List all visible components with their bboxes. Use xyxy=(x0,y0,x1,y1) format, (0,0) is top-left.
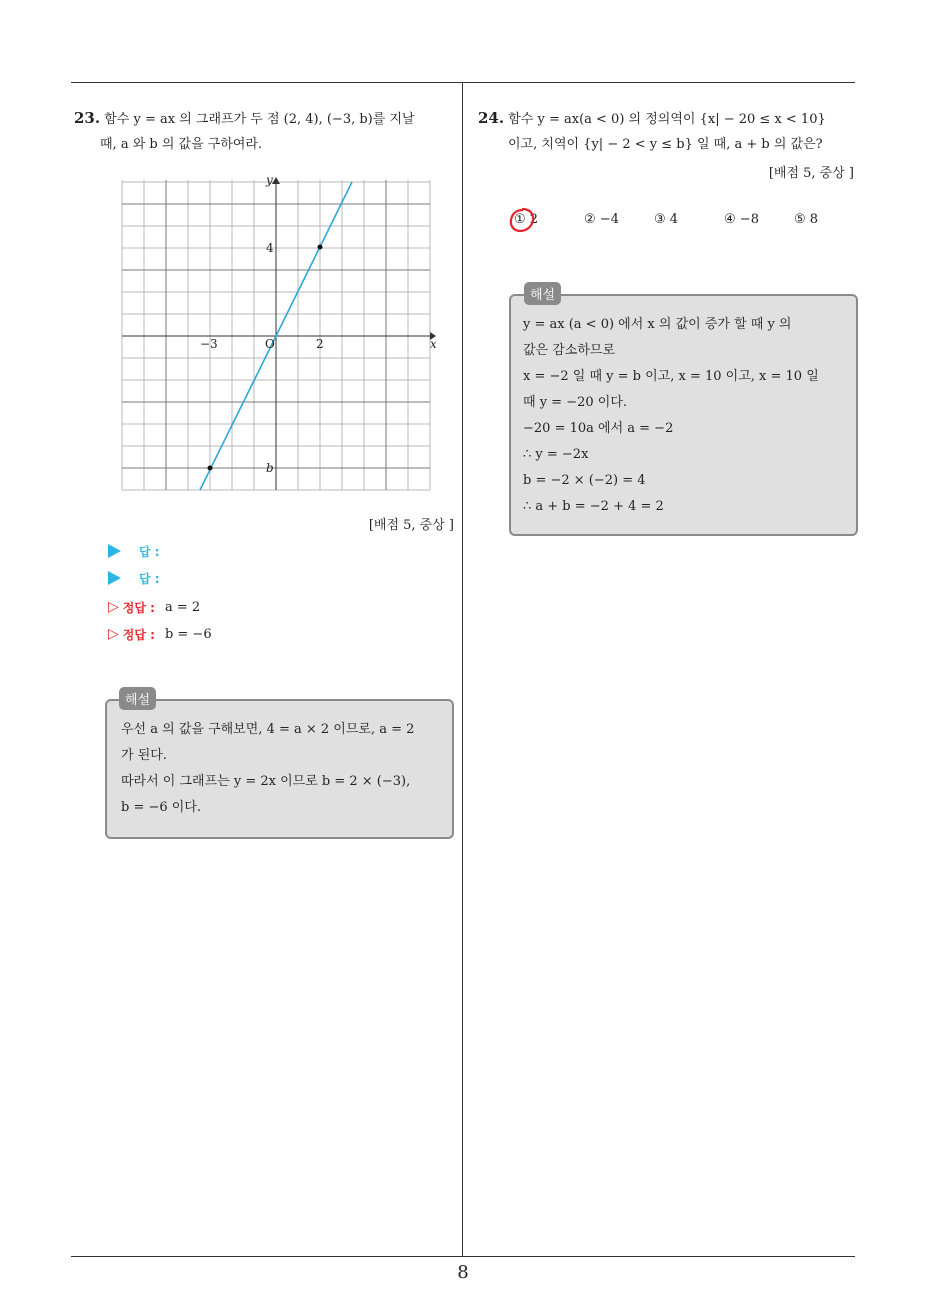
tick-y-4: 4 xyxy=(266,241,274,255)
q24-solution-tag: 해설 xyxy=(524,282,561,305)
tick-x-neg3: −3 xyxy=(200,337,218,351)
solution-line: 가 된다. xyxy=(121,748,167,763)
point-2-4 xyxy=(318,245,323,250)
q23-solution-tag: 해설 xyxy=(119,687,156,710)
correct-label: 정답 : xyxy=(122,627,155,642)
tick-x-2: 2 xyxy=(316,337,324,351)
triangle-icon xyxy=(108,571,121,585)
choice-mark: ① xyxy=(514,212,526,227)
tick-y-b: b xyxy=(266,461,274,475)
q24-points: [배점 5, 중상 ] xyxy=(768,166,854,181)
q23-solution-box xyxy=(105,699,454,839)
triangle-icon xyxy=(108,544,121,558)
solution-line: b = −2 × (−2) = 4 xyxy=(523,473,646,488)
answer-label: 답 : xyxy=(139,544,160,559)
outline-triangle-icon: ▷ xyxy=(108,626,119,642)
y-axis-label: y xyxy=(266,173,273,187)
q23-correct-2 xyxy=(108,623,212,645)
correct-value: a = 2 xyxy=(164,599,201,615)
solution-line: 값은 감소하므로 xyxy=(523,343,616,358)
q23-correct-1 xyxy=(108,596,200,618)
choice-2[interactable] xyxy=(584,212,619,227)
top-rule xyxy=(71,82,855,83)
choice-value: −8 xyxy=(739,212,759,227)
q23-points: [배점 5, 중상 ] xyxy=(368,518,454,533)
q24-number: 24. xyxy=(478,109,505,127)
q23-line2: 때, a 와 b 의 값을 구하여라. xyxy=(100,137,263,152)
q24-line1: 함수 y = ax(a < 0) 의 정의역이 {x| − 20 ≤ x < 10} xyxy=(508,112,826,127)
q24-text xyxy=(478,106,858,157)
choice-value: 8 xyxy=(809,212,819,227)
choice-value: 4 xyxy=(669,212,679,227)
q23-number: 23. xyxy=(74,109,101,127)
q23-answer-1 xyxy=(108,540,290,562)
bottom-rule xyxy=(71,1256,855,1257)
solution-line: y = ax (a < 0) 에서 x 의 값이 증가 할 때 y 의 xyxy=(523,317,792,332)
q23-answer-2 xyxy=(108,567,290,589)
choice-4[interactable] xyxy=(724,212,759,227)
outline-triangle-icon: ▷ xyxy=(108,599,119,615)
choice-mark: ⑤ xyxy=(794,212,806,227)
x-axis-label: x xyxy=(430,337,437,351)
choice-3[interactable] xyxy=(654,212,678,227)
q24-line2: 이고, 치역이 {y| − 2 < y ≤ b} 일 때, a + b 의 값은? xyxy=(508,137,823,152)
origin-label: O xyxy=(265,337,275,351)
solution-line: b = −6 이다. xyxy=(121,800,202,815)
choice-5[interactable] xyxy=(794,212,818,227)
choice-mark: ③ xyxy=(654,212,666,227)
y-axis-arrow xyxy=(272,177,280,184)
solution-line: −20 = 10a 에서 a = −2 xyxy=(523,421,674,436)
choice-mark: ② xyxy=(584,212,596,227)
q24-solution-box xyxy=(509,294,858,536)
correct-label: 정답 : xyxy=(122,600,155,615)
choice-value: 2 xyxy=(529,212,539,227)
solution-line: 우선 a 의 값을 구해보면, 4 = a × 2 이므로, a = 2 xyxy=(121,722,415,737)
solution-line: ∴ y = −2x xyxy=(523,447,589,462)
selected-circle-icon xyxy=(508,207,539,233)
solution-line: 따라서 이 그래프는 y = 2x 이므로 b = 2 × (−3), xyxy=(121,774,411,789)
solution-line: 때 y = −20 이다. xyxy=(523,395,628,410)
q23-text xyxy=(74,106,458,157)
choice-mark: ④ xyxy=(724,212,736,227)
q23-graph xyxy=(118,172,443,494)
solution-line: ∴ a + b = −2 + 4 = 2 xyxy=(523,499,664,514)
solution-line: x = −2 일 때 y = b 이고, x = 10 이고, x = 10 일 xyxy=(523,369,819,384)
answer-label: 답 : xyxy=(139,571,160,586)
page-number: 8 xyxy=(457,1262,469,1283)
point-neg3-b xyxy=(208,466,213,471)
choice-value: −4 xyxy=(599,212,619,227)
column-divider xyxy=(462,82,463,1257)
correct-value: b = −6 xyxy=(164,626,212,642)
q23-line1: 함수 y = ax 의 그래프가 두 점 (2, 4), (−3, b)를 지날 xyxy=(104,112,415,127)
